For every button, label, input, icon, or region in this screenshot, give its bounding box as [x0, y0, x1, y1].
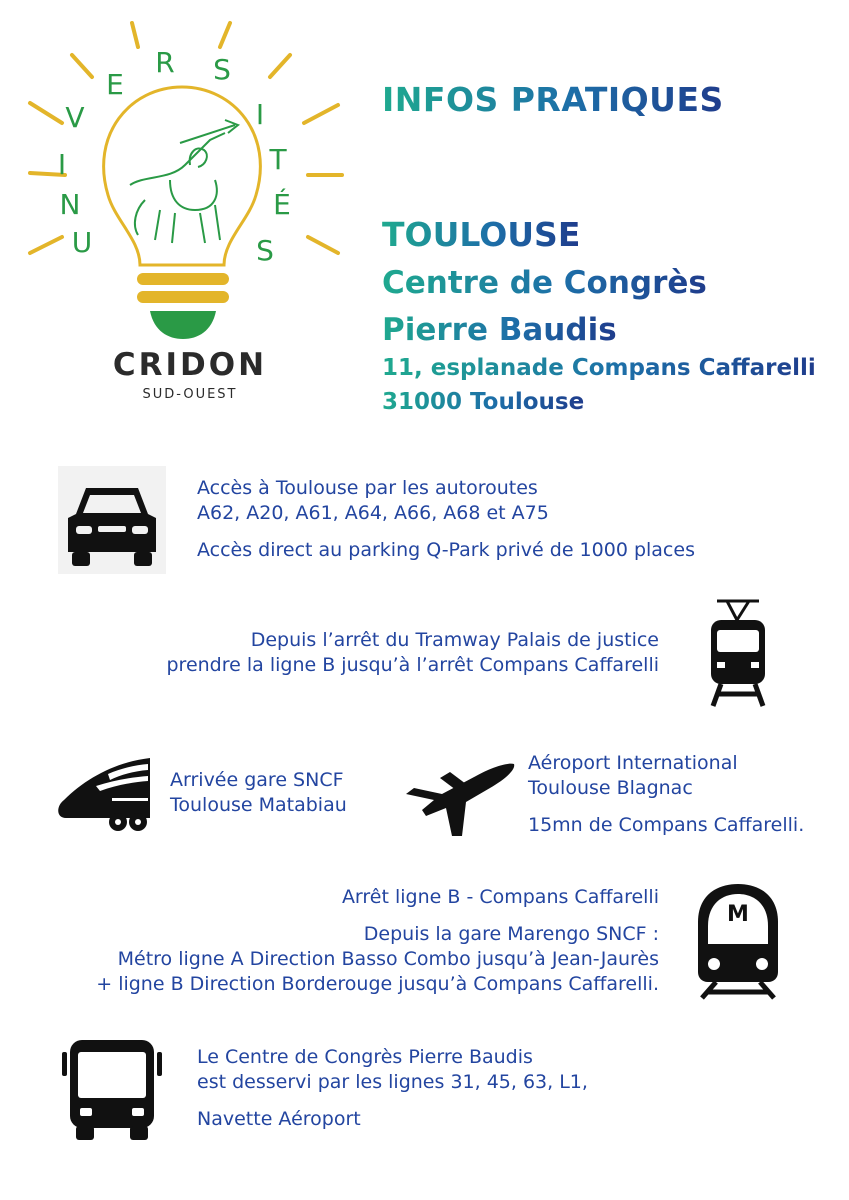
city-heading: TOULOUSE	[382, 215, 581, 254]
logo-arc-letter: U	[71, 226, 93, 259]
metro-line-2: Depuis la gare Marengo SNCF :	[363, 923, 659, 945]
metro-line-1: Arrêt ligne B - Compans Caffarelli	[341, 886, 659, 908]
logo-arc-letter: N	[59, 188, 81, 221]
airplane-icon	[404, 758, 516, 838]
logo-arc-letter: T	[269, 143, 287, 176]
venue-line-2: Pierre Baudis	[382, 312, 617, 348]
address-line-2: 31000 Toulouse	[382, 389, 585, 415]
tram-access-line-1: Depuis l’arrêt du Tramway Palais de justice	[250, 629, 659, 651]
logo-arc-letter: I	[255, 98, 265, 131]
page-title: INFOS PRATIQUES	[382, 80, 724, 119]
metro-badge: M	[727, 902, 749, 927]
car-access-line-3: Accès direct au parking Q-Park privé de 1000 places	[197, 539, 695, 561]
brand-name: CRIDON	[112, 347, 268, 383]
tram-icon	[705, 598, 769, 710]
venue-line-1: Centre de Congrès	[382, 265, 707, 301]
bus-line-1: Le Centre de Congrès Pierre Baudis	[197, 1046, 533, 1068]
logo-arc-letter: V	[65, 101, 85, 134]
metro-line-4: + ligne B Direction Borderouge jusqu’à Compans Caffarelli.	[96, 973, 659, 995]
logo-arc-letter: R	[155, 46, 175, 79]
logo-arc-letter: S	[256, 234, 274, 267]
logo-arc-letter: E	[106, 68, 124, 101]
bus-icon	[60, 1038, 164, 1142]
logo-arc-letter: É	[273, 188, 291, 221]
car-access-line-1: Accès à Toulouse par les autoroutes	[197, 477, 538, 499]
logo-arc-letter: I	[57, 148, 67, 181]
train-access-line-1: Arrivée gare SNCF	[170, 769, 344, 791]
car-access-line-2: A62, A20, A61, A64, A66, A68 et A75	[197, 502, 549, 524]
train-icon	[56, 756, 152, 832]
logo-arc-letter: S	[213, 53, 231, 86]
bus-line-2: est desservi par les lignes 31, 45, 63, L1,	[197, 1071, 588, 1093]
cridon-logo	[20, 15, 350, 415]
train-access-line-2: Toulouse Matabiau	[170, 794, 347, 816]
car-icon	[58, 466, 166, 574]
brand-subtitle: SUD-OUEST	[142, 387, 238, 402]
bus-line-3: Navette Aéroport	[197, 1108, 361, 1130]
airport-line-3: 15mn de Compans Caffarelli.	[528, 814, 805, 836]
address-line-1: 11, esplanade Compans Caffarelli	[382, 355, 816, 381]
metro-line-3: Métro ligne A Direction Basso Combo jusqu’à Jean-Jaurès	[117, 948, 659, 970]
airport-line-1: Aéroport International	[528, 752, 738, 774]
tram-access-line-2: prendre la ligne B jusqu’à l’arrêt Compans Caffarelli	[166, 654, 659, 676]
airport-line-2: Toulouse Blagnac	[528, 777, 693, 799]
